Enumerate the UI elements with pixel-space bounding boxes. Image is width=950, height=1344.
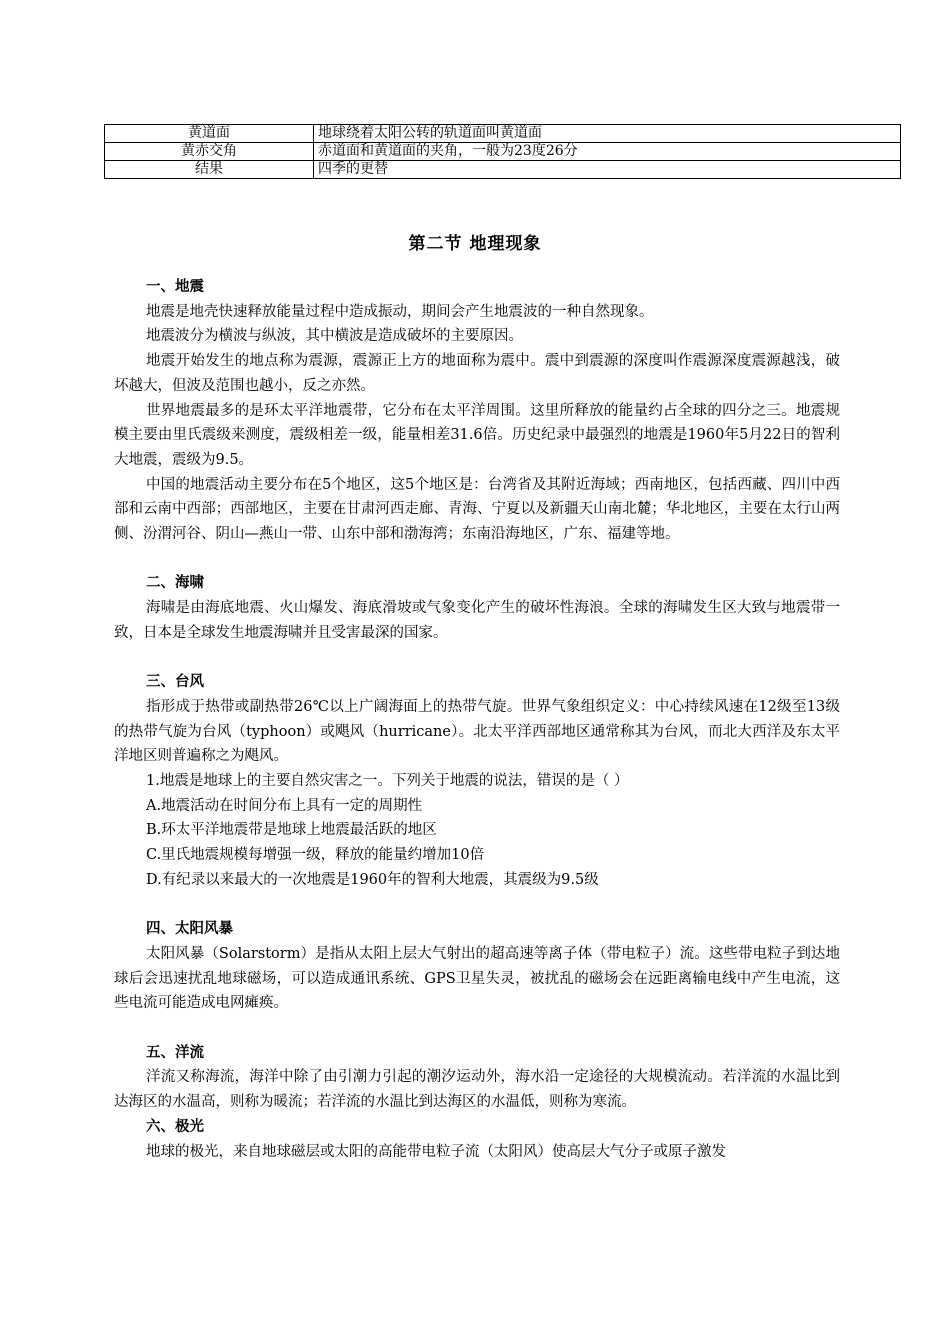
table-row [105,161,901,179]
section-title: 第二节 地理现象 [408,234,542,254]
table-term: 黄道面 [105,125,314,143]
paragraph: 中国的地震活动主要分布在5个地区，这5个地区是：台湾省及其附近海域；西南地区，包括西藏、四川中西部和云南中西部；西部地区，主要在甘肃河西走廊、青海、宁夏以及新疆天山南北麓；华北地区，主要在太行山两侧、汾渭河谷、阴山—燕山一带、山东中部和渤海湾；东南沿海地区，广东、福建等地。 [114,476,840,543]
section-content [114,275,840,1164]
paragraph: 地球的极光，来自地球磁层或太阳的高能带电粒子流（太阳风）使高层大气分子或原子激发 [146,1143,726,1160]
spacer [114,893,840,918]
paragraph: 太阳风暴（Solarstorm）是指从太阳上层大气射出的超高速等离子体（带电粒子）流。这些带电粒子到达地球后会迅速扰乱地球磁场，可以造成通讯系统、GPS卫星失灵，被扰乱的磁场会在远距离输电线中产生电流，这些电流可能造成电网瘫痪。 [114,945,840,1012]
table-definition: 四季的更替 [314,161,901,179]
option-b: B.环太平洋地震带是地球上地震最活跃的地区 [146,822,437,839]
typhoon-heading: 三、台风 [146,674,204,691]
table-definition: 地球绕着太阳公转的轨道面叫黄道面 [314,125,901,143]
tsunami-heading: 二、海啸 [146,575,204,592]
option-d: D.有纪录以来最大的一次地震是1960年的智利大地震，其震级为9.5级 [146,871,599,888]
spacer [114,1016,840,1041]
table-definition: 赤道面和黄道面的夹角，一般为23度26分 [314,143,901,161]
paragraph: 地震是地壳快速释放能量过程中造成振动，期间会产生地震波的一种自然现象。 [146,303,654,320]
aurora-heading: 六、极光 [146,1118,204,1135]
definition-table [104,124,901,179]
table-term: 结果 [105,161,314,179]
ocean-current-heading: 五、洋流 [146,1044,204,1061]
question-text: 1.地震是地球上的主要自然灾害之一。下列关于地震的说法，错误的是（ ） [146,773,629,790]
paragraph: 指形成于热带或副热带26℃以上广阔海面上的热带气旋。世界气象组织定义：中心持续风速在12级至13级的热带气旋为台风（typhoon）或飓风（hurricane）。北太平洋西部地区通常称其为台风，而北大西洋及东太平洋地区则普遍称之为飓风。 [114,698,840,765]
spacer [114,646,840,671]
option-a: A.地震活动在时间分布上具有一定的周期性 [146,797,423,814]
table-row [105,143,901,161]
paragraph: 地震波分为横波与纵波，其中横波是造成破坏的主要原因。 [146,328,523,345]
table-term: 黄赤交角 [105,143,314,161]
paragraph: 世界地震最多的是环太平洋地震带，它分布在太平洋周围。这里所释放的能量约占全球的四分之三。地震规模主要由里氏震级来测度，震级相差一级，能量相差31.6倍。历史纪录中最强烈的地震是1960年5月22日的智利大地震，震级为9.5。 [114,402,840,468]
paragraph: 洋流又称海流，海洋中除了由引潮力引起的潮汐运动外，海水沿一定途径的大规模流动。若洋流的水温比到达海区的水温高，则称为暖流；若洋流的水温比到达海区的水温低，则称为寒流。 [114,1069,840,1111]
option-c: C.里氏地震规模每增强一级，释放的能量约增加10倍 [146,847,485,864]
paragraph: 地震开始发生的地点称为震源，震源正上方的地面称为震中。震中到震源的深度叫作震源深度震源越浅，破坏越大，但波及范围也越小，反之亦然。 [114,353,840,394]
solar-storm-heading: 四、太阳风暴 [146,921,233,938]
earthquake-heading: 一、地震 [146,279,204,295]
spacer [114,547,840,572]
paragraph: 海啸是由海底地震、火山爆发、海底滑坡或气象变化产生的破坏性海浪。全球的海啸发生区大致与地震带一致，日本是全球发生地震海啸并且受害最深的国家。 [114,600,840,641]
table-row [105,125,901,143]
